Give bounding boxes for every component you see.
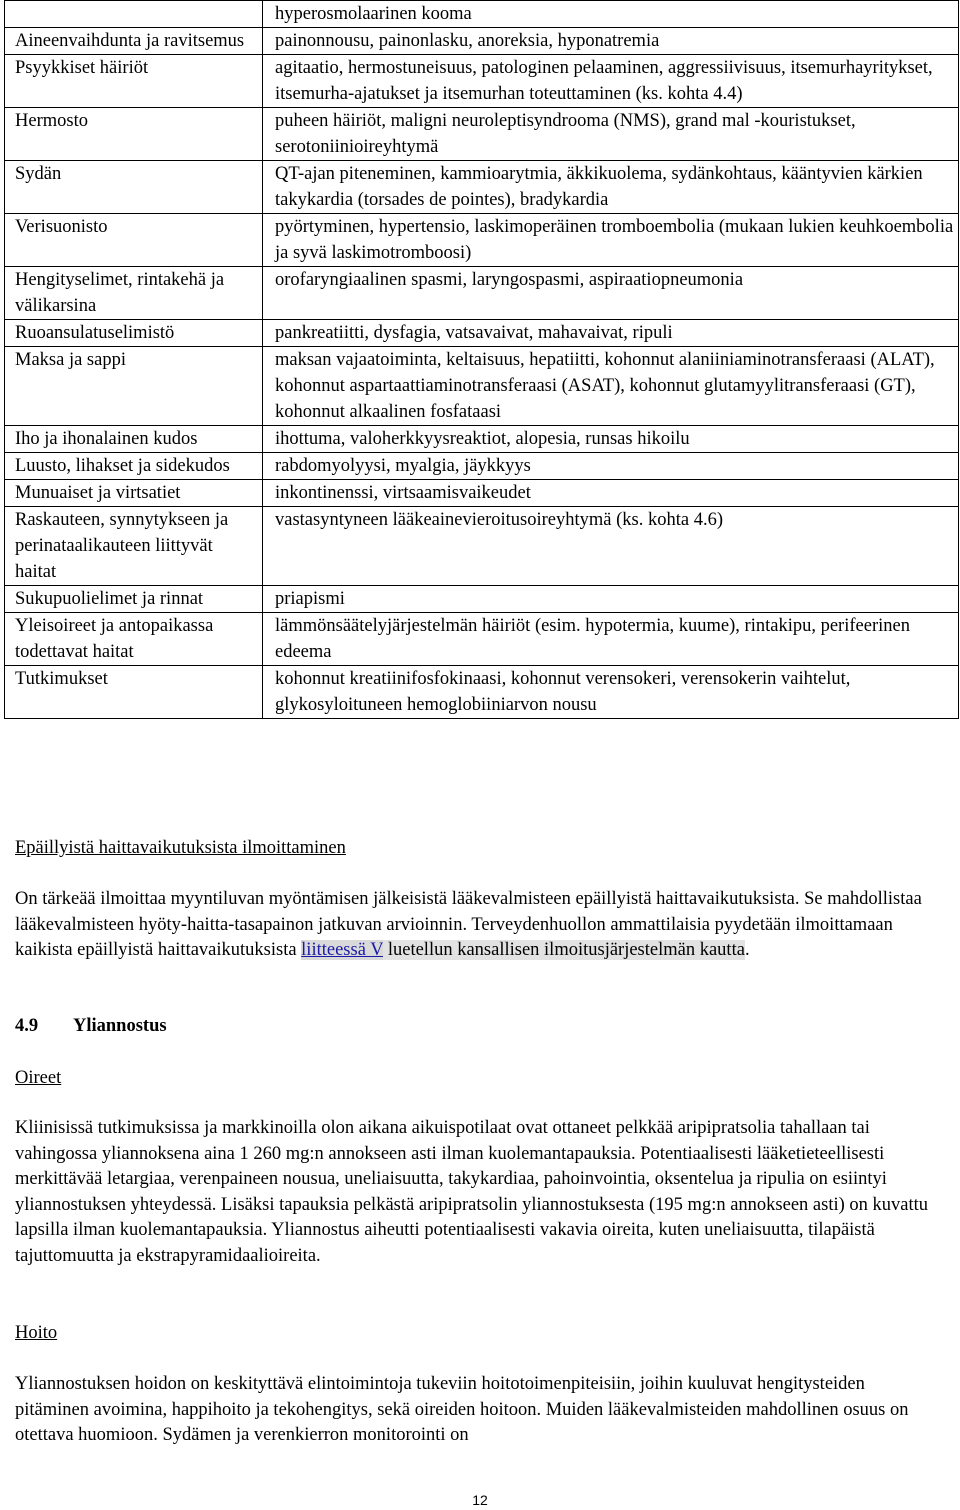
organ-class-cell xyxy=(5,1,263,28)
table-row xyxy=(5,28,959,55)
table-row xyxy=(5,55,959,108)
adverse-effects-cell: puheen häiriöt, maligni neuroleptisyndrooma (NMS), grand mal -kouristukset, serotoniinioireyhtymä xyxy=(263,108,959,161)
adverse-effects-cell: lämmönsäätelyjärjestelmän häiriöt (esim. hypotermia, kuume), rintakipu, perifeerinen edeema xyxy=(263,613,959,666)
table-row xyxy=(5,507,959,586)
adverse-effects-cell: hyperosmolaarinen kooma xyxy=(263,1,959,28)
organ-class-cell: Sydän xyxy=(5,161,263,214)
organ-class-cell: Hengityselimet, rintakehä ja välikarsina xyxy=(5,267,263,320)
adverse-effects-cell: inkontinenssi, virtsaamisvaikeudet xyxy=(263,480,959,507)
adverse-effects-cell: pankreatiitti, dysfagia, vatsavaivat, mahavaivat, ripuli xyxy=(263,320,959,347)
table-row xyxy=(5,613,959,666)
reporting-text-continued: luetellun kansallisen ilmoitusjärjestelmän kautta xyxy=(383,940,745,961)
section-title: Yliannostus xyxy=(73,1016,167,1036)
adverse-effects-cell: maksan vajaatoiminta, keltaisuus, hepatiitti, kohonnut alaniiniaminotransferaasi (ALAT), kohonnut aspartaattiaminotransferaasi (ASAT), kohonnut glutamyylitransferaasi (GT), kohonnut alkaalinen fosfataasi xyxy=(263,347,959,426)
reporting-text: On tärkeää ilmoittaa myyntiluvan myöntämisen jälkeisistä lääkevalmisteen epäillyistä haittavaikutuksista. Se mahdollistaa lääkevalmisteen hyöty-haitta-tasapainon jatkuvan arvioinnin. Terveydenhuollon ammattilaisia pyydetään ilmoittamaan kaikista epäillyistä haittavaikutuksista xyxy=(15,889,922,961)
organ-class-cell: Munuaiset ja virtsatiet xyxy=(5,480,263,507)
reporting-heading: Epäillyistä haittavaikutuksista ilmoittaminen xyxy=(15,838,346,858)
symptoms-paragraph: Kliinisissä tutkimuksissa ja markkinoilla olon aikana aikuispotilaat ovat ottaneet pelkkää aripipratsolia tahallaan tai vahingossa yliannoksena aina 1 260 mg:n annokseen asti ilman kuolemantapauksia. Potentiaalisesti lääketieteellisesti merkittävää letargiaa, verenpaineen nousua, uneliaisuutta, takykardiaa, pahoinvointia, oksentelua ja ripulia on esiintyi yliannostuksen yhteydessä. Lisäksi tapauksia pelkästä aripipratsolin yliannostuksesta (195 mg:n annokseen asti) on kuvattu lapsilla ilman kuolemantapauksia. Yliannostus aiheutti potentiaalisesti vakavia oireita, kuten uneliaisuutta, tilapäistä tajuttomuutta ja ekstrapyramidaalioireita. xyxy=(15,1118,929,1266)
organ-class-cell: Aineenvaihdunta ja ravitsemus xyxy=(5,28,263,55)
treatment-paragraph: Yliannostuksen hoidon on keskityttävä elintoimintoja tukeviin hoitotoimenpiteisiin, joihin kuuluvat hengitysteiden pitäminen avoimina, happihoito ja tekohengitys, sekä oireiden hoitoon. Muiden lääkevalmisteiden mahdollinen osuus on otettava huomioon. Sydämen ja verenkierron monitorointi on xyxy=(15,1374,909,1446)
annex-v-link[interactable]: liitteessä V xyxy=(301,940,384,961)
table-row xyxy=(5,347,959,426)
adverse-effects-cell: priapismi xyxy=(263,586,959,613)
adverse-effects-cell: QT-ajan piteneminen, kammioarytmia, äkkikuolema, sydänkohtaus, kääntyvien kärkien takykardia (torsades de pointes), bradykardia xyxy=(263,161,959,214)
organ-class-cell: Ruoansulatuselimistö xyxy=(5,320,263,347)
adverse-effects-cell: ihottuma, valoherkkyysreaktiot, alopesia, runsas hikoilu xyxy=(263,426,959,453)
table-row xyxy=(5,320,959,347)
section-number: 4.9 xyxy=(15,1016,39,1036)
organ-class-cell: Maksa ja sappi xyxy=(5,347,263,426)
table-row xyxy=(5,1,959,28)
organ-class-cell: Luusto, lihakset ja sidekudos xyxy=(5,453,263,480)
page-number: 12 xyxy=(472,1492,488,1508)
organ-class-cell: Hermosto xyxy=(5,108,263,161)
organ-class-cell: Iho ja ihonalainen kudos xyxy=(5,426,263,453)
table-row xyxy=(5,214,959,267)
adverse-effects-cell: rabdomyolyysi, myalgia, jäykkyys xyxy=(263,453,959,480)
adverse-effects-cell: orofaryngiaalinen spasmi, laryngospasmi, aspiraatiopneumonia xyxy=(263,267,959,320)
table-row xyxy=(5,666,959,719)
adverse-effects-cell: pyörtyminen, hypertensio, laskimoperäinen tromboembolia (mukaan lukien keuhkoembolia ja syvä laskimotromboosi) xyxy=(263,214,959,267)
organ-class-cell: Psyykkiset häiriöt xyxy=(5,55,263,108)
adverse-effects-cell: vastasyntyneen lääkeainevieroitusoireyhtymä (ks. kohta 4.6) xyxy=(263,507,959,586)
table-row xyxy=(5,161,959,214)
table-row xyxy=(5,426,959,453)
table-row xyxy=(5,108,959,161)
organ-class-cell: Tutkimukset xyxy=(5,666,263,719)
reporting-paragraph xyxy=(15,887,935,964)
table-row xyxy=(5,586,959,613)
adverse-effects-table-body xyxy=(5,1,959,719)
adverse-effects-cell: agitaatio, hermostuneisuus, patologinen pelaaminen, aggressiivisuus, itsemurhayritykset, itsemurha-ajatukset ja itsemurhan toteuttaminen (ks. kohta 4.4) xyxy=(263,55,959,108)
treatment-heading: Hoito xyxy=(15,1323,58,1343)
organ-class-cell: Verisuonisto xyxy=(5,214,263,267)
section-heading xyxy=(15,1014,935,1040)
organ-class-cell: Sukupuolielimet ja rinnat xyxy=(5,586,263,613)
table-row xyxy=(5,267,959,320)
table-row xyxy=(5,453,959,480)
table-row xyxy=(5,480,959,507)
adverse-effects-cell: painonnousu, painonlasku, anoreksia, hyponatremia xyxy=(263,28,959,55)
symptoms-heading: Oireet xyxy=(15,1068,62,1088)
adverse-effects-table xyxy=(4,0,959,719)
organ-class-cell: Yleisoireet ja antopaikassa todettavat haitat xyxy=(5,613,263,666)
organ-class-cell: Raskauteen, synnytykseen ja perinataalikauteen liittyvät haitat xyxy=(5,507,263,586)
adverse-effects-cell: kohonnut kreatiinifosfokinaasi, kohonnut verensokeri, verensokerin vaihtelut, glykosyloituneen hemoglobiiniarvon nousu xyxy=(263,666,959,719)
reporting-text-end: . xyxy=(744,940,750,961)
